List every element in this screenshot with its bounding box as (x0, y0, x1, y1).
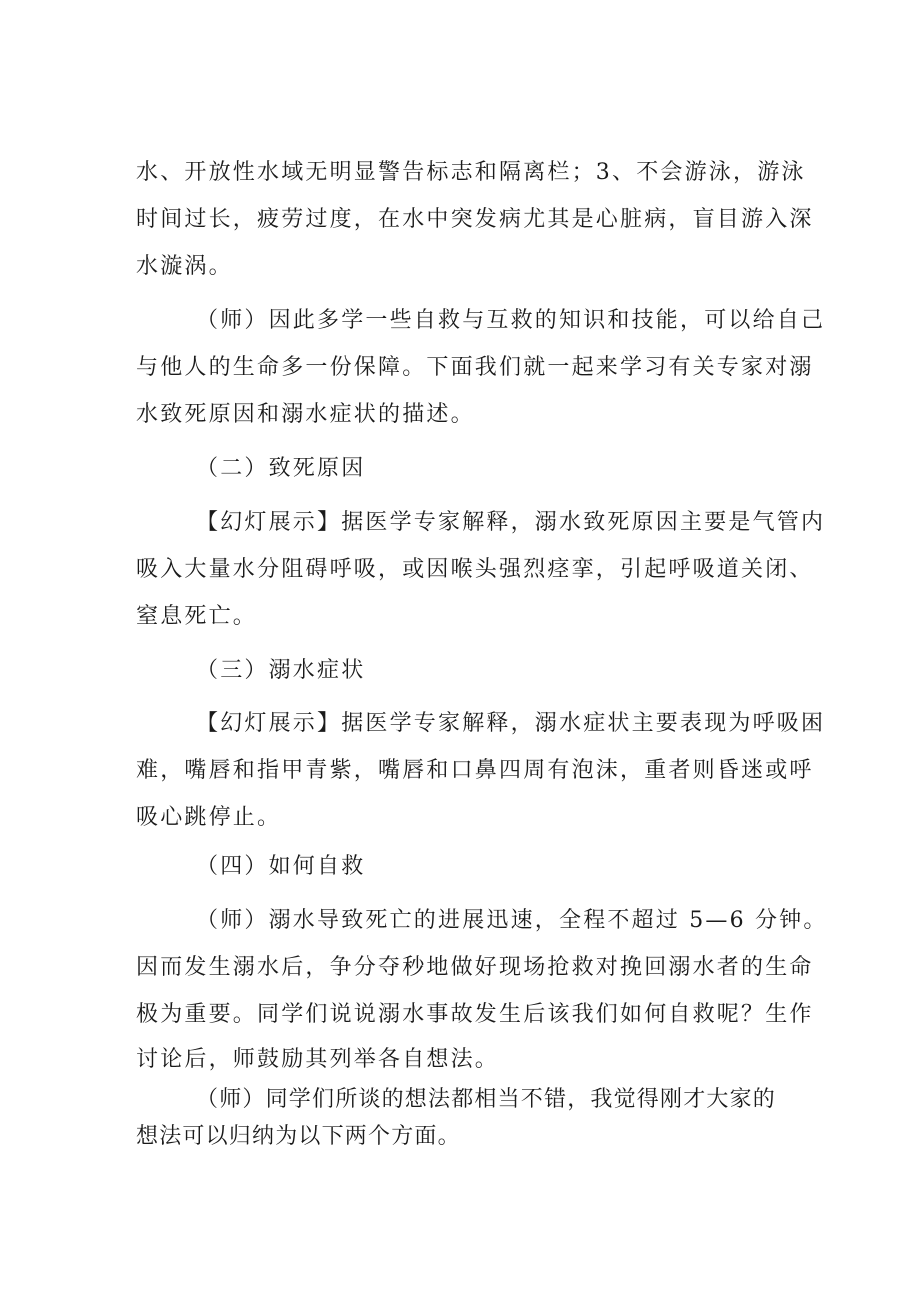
paragraph-line: （师）因此多学一些自救与互救的知识和技能，可以给自己 (196, 308, 826, 333)
paragraph-line: 极为重要。同学们说说溺水事故发生后该我们如何自救呢？生作 (136, 1002, 814, 1027)
section-heading: （二）致死原因 (196, 456, 366, 481)
section-heading: （三）溺水症状 (196, 658, 366, 683)
paragraph-line: 吸心跳停止。 (136, 805, 282, 830)
paragraph-line: （师）同学们所谈的想法都相当不错，我觉得刚才大家的 (196, 1087, 777, 1112)
paragraph-line: 因而发生溺水后，争分夺秒地做好现场抢救对挽回溺水者的生命 (136, 955, 814, 980)
section-heading: （四）如何自救 (196, 854, 366, 879)
paragraph-line: 水漩涡。 (136, 254, 233, 279)
paragraph-line: 吸入大量水分阻碍呼吸，或因喉头强烈痉挛，引起呼吸道关闭、 (136, 557, 814, 582)
paragraph-line: 【幻灯展示】据医学专家解释，溺水症状主要表现为呼吸困 (196, 711, 826, 736)
paragraph-line: 窒息死亡。 (136, 604, 258, 629)
paragraph-line: 想法可以归纳为以下两个方面。 (136, 1124, 461, 1149)
paragraph-line: 水致死原因和溺水症状的描述。 (136, 402, 475, 427)
paragraph-line: （师）溺水导致死亡的进展迅速，全程不超过 5—6 分钟。 (196, 908, 828, 933)
paragraph-line: 与他人的生命多一份保障。下面我们就一起来学习有关专家对溺 (136, 355, 814, 380)
paragraph-line: 难，嘴唇和指甲青紫，嘴唇和口鼻四周有泡沫，重者则昏迷或呼 (136, 758, 814, 783)
paragraph-line: 【幻灯展示】据医学专家解释，溺水致死原因主要是气管内 (196, 510, 826, 535)
paragraph-line: 水、开放性水域无明显警告标志和隔离栏；3、不会游泳，游泳 (136, 160, 806, 185)
paragraph-line: 时间过长，疲劳过度，在水中突发病尤其是心脏病，盲目游入深 (136, 207, 814, 232)
paragraph-line: 讨论后，师鼓励其列举各自想法。 (136, 1047, 500, 1072)
